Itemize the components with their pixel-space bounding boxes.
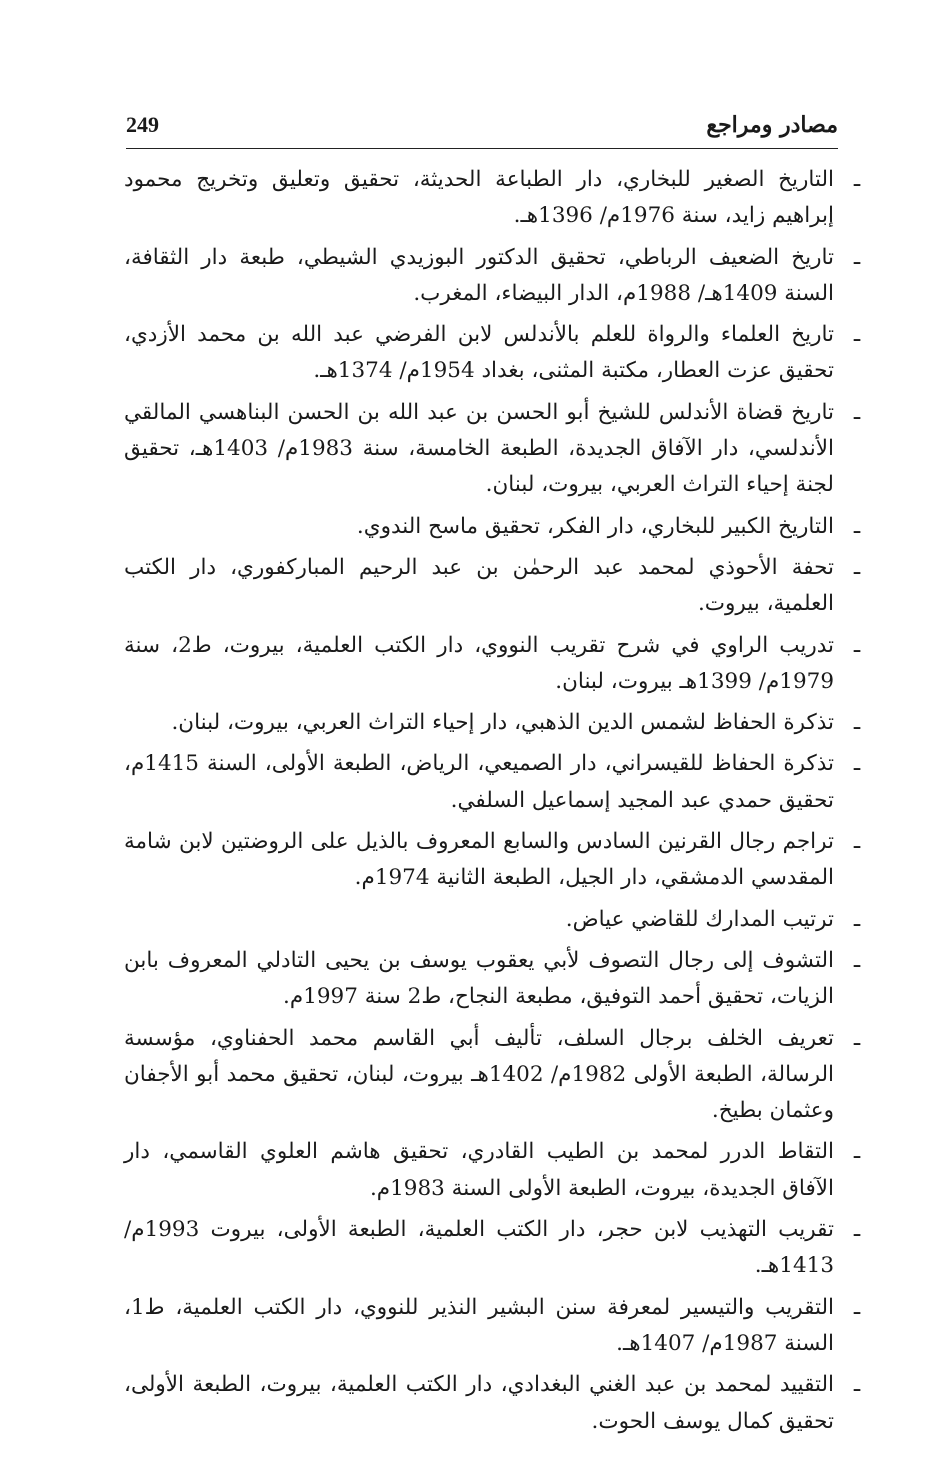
entry-dash-marker: ـ	[853, 632, 861, 658]
entry-dash-marker: ـ	[853, 322, 861, 348]
entry-text: التقاط الدرر لمحمد بن الطيب القادري، تحقيق هاشم العلوي القاسمي، دار الآفاق الجديدة، بيروت، الطبعة الأولى السنة 1983م.	[124, 1139, 834, 1201]
bibliography-entry	[124, 1367, 870, 1440]
entry-text: التاريخ الكبير للبخاري، دار الفكر، تحقيق ماسح الندوي.	[356, 513, 834, 539]
entry-dash-marker: ـ	[853, 1139, 861, 1165]
bibliography-entry	[124, 550, 870, 623]
entry-dash-marker: ـ	[853, 710, 861, 736]
entry-text: التاريخ الصغير للبخاري، دار الطباعة الحديثة، تحقيق وتعليق وتخريج محمود إبراهيم زايد، سنة 1976م/ 1396هـ.	[124, 167, 834, 229]
entry-text: تاريخ الضعيف الرباطي، تحقيق الدكتور البوزيدي الشيطي، طبعة دار الثقافة، السنة 1409هـ/ 1988م، الدار البيضاء، المغرب.	[124, 244, 834, 306]
bibliography-entry	[124, 162, 870, 235]
entry-dash-marker: ـ	[853, 829, 861, 855]
page-number: 249	[126, 112, 159, 137]
bibliography-entry	[124, 943, 870, 1016]
entry-text: تذكرة الحفاظ للقيسراني، دار الصميعي، الرياض، الطبعة الأولى، السنة 1415م، تحقيق حمدي عبد المجيد إسماعيل السلفي.	[124, 751, 834, 813]
bibliography-entry	[124, 395, 870, 504]
bibliography-entry	[124, 1134, 870, 1207]
entry-text: تراجم رجال القرنين السادس والسابع المعروف بالذيل على الروضتين لابن شامة المقدسي الدمشقي، دار الجيل، الطبعة الثانية 1974م.	[124, 829, 835, 891]
entry-text: التقييد لمحمد بن عبد الغني البغدادي، دار الكتب العلمية، بيروت، الطبعة الأولى، تحقيق كمال يوسف الحوت.	[124, 1372, 834, 1434]
entry-text: تاريخ العلماء والرواة للعلم بالأندلس لابن الفرضي عبد الله بن محمد الأزدي، تحقيق عزت العطار، مكتبة المثنى، بغداد 1954م/ 1374هـ.	[124, 322, 834, 384]
bibliography-entry	[124, 902, 870, 938]
bibliography-entry	[124, 1290, 870, 1363]
entry-dash-marker: ـ	[853, 751, 861, 777]
bibliography-entry	[124, 240, 870, 313]
entry-text: التقريب والتيسير لمعرفة سنن البشير النذير للنووي، دار الكتب العلمية، ط1، السنة 1987م/ 1407هـ.	[124, 1294, 834, 1356]
entry-text: تاريخ قضاة الأندلس للشيخ أبو الحسن بن عبد الله بن الحسن البناهسي المالقي الأندلسي، دار الآفاق الجديدة، الطبعة الخامسة، سنة 1983م/ 1403هـ، تحقيق لجنة إحياء التراث العربي، بيروت، لبنان.	[124, 399, 834, 498]
entry-dash-marker: ـ	[853, 554, 861, 580]
bibliography-entry	[124, 509, 870, 545]
entry-dash-marker: ـ	[853, 167, 861, 192]
entry-dash-marker: ـ	[853, 1217, 861, 1243]
entry-text: تقريب التهذيب لابن حجر، دار الكتب العلمية، الطبعة الأولى، بيروت 1993م/ 1413هـ.	[124, 1217, 834, 1279]
entry-dash-marker: ـ	[853, 1294, 861, 1320]
entry-dash-marker: ـ	[853, 399, 861, 425]
bibliography-entry	[124, 705, 870, 741]
bibliography-entry	[124, 1212, 870, 1285]
header-divider	[126, 148, 838, 149]
bibliography-entry	[124, 628, 870, 701]
entry-dash-marker: ـ	[853, 513, 861, 539]
entry-dash-marker: ـ	[853, 244, 861, 270]
bibliography-entry	[124, 317, 870, 390]
running-head-title: مصادر ومراجع	[706, 112, 838, 138]
bibliography-list	[124, 162, 870, 1445]
entry-text: تدريب الراوي في شرح تقريب النووي، دار الكتب العلمية، بيروت، ط2، سنة 1979م/ 1399هـ بيروت، لبنان.	[124, 632, 834, 694]
bibliography-entry	[124, 746, 870, 819]
entry-text: تعريف الخلف برجال السلف، تأليف أبي القاسم محمد الحفناوي، مؤسسة الرسالة، الطبعة الأولى 1982م/ 1402هـ بيروت، لبنان، تحقيق محمد أبو الأجفان وعثمان بطيخ.	[124, 1025, 835, 1124]
entry-dash-marker: ـ	[853, 947, 861, 973]
entry-text: ترتيب المدارك للقاضي عياض.	[565, 906, 834, 932]
entry-dash-marker: ـ	[853, 1372, 861, 1398]
entry-text: تحفة الأحوذي لمحمد عبد الرحمٰن بن عبد الرحيم المباركفوري، دار الكتب العلمية، بيروت.	[124, 554, 834, 617]
entry-dash-marker: ـ	[853, 1025, 861, 1051]
page-header	[126, 108, 838, 144]
bibliography-entry	[124, 824, 870, 897]
bibliography-entry	[124, 1021, 870, 1130]
entry-dash-marker: ـ	[853, 906, 861, 932]
entry-text: تذكرة الحفاظ لشمس الدين الذهبي، دار إحياء التراث العربي، بيروت، لبنان.	[171, 710, 834, 736]
entry-text: التشوف إلى رجال التصوف لأبي يعقوب يوسف بن يحيى التادلي المعروف بابن الزيات، تحقيق أحمد التوفيق، مطبعة النجاح، ط2 سنة 1997م.	[124, 947, 834, 1010]
